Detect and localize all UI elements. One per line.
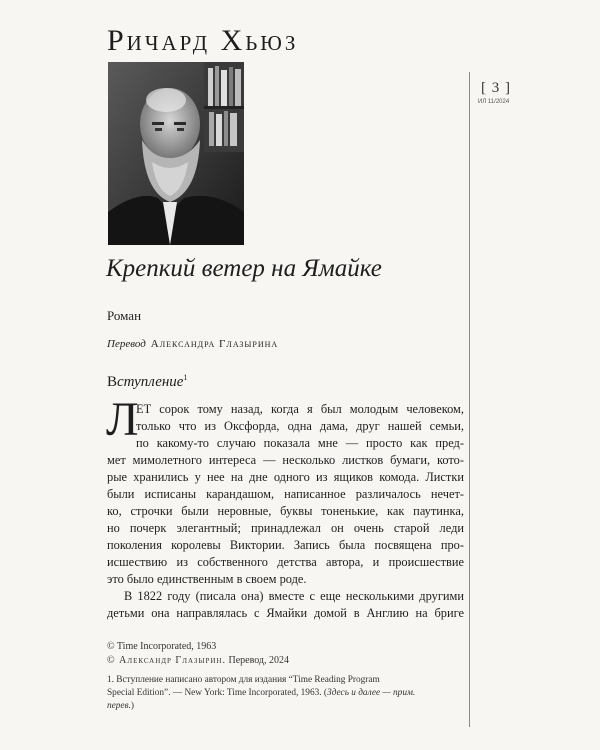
footnote-line: [107, 700, 134, 712]
body-line: В 1822 году (писала она) вместе с еще несколькими другими: [124, 589, 464, 603]
body-line: детьми она направлялась с Ямайки домой в Англию на бриге: [107, 606, 464, 620]
body-line: но почерк элегантный; принадлежал он очень старой леди: [107, 521, 464, 535]
margin-rule: [469, 72, 470, 727]
copyright-translator-name: © Александр Глазырин.: [107, 655, 226, 666]
body-line: это было единственным в своем роде.: [107, 572, 307, 586]
copyright-translation: [107, 655, 289, 666]
novel-title: Крепкий ветер на Ямайке: [106, 255, 382, 282]
translator-credit: [107, 338, 278, 350]
body-line: были исписаны карандашом, написанное различалось нечет-: [107, 487, 464, 501]
body-line: по какому-то случаю показала мне — просто как пред-: [136, 436, 464, 450]
issue-label: ИЛ 11/2024: [478, 99, 510, 105]
footnote-note-italic: Здесь и далее — прим.: [327, 688, 416, 698]
author-photo: [108, 62, 244, 245]
footnote-ref: 1: [183, 373, 188, 382]
copyright-translation-year: Перевод, 2024: [225, 655, 290, 666]
genre-label: Роман: [107, 308, 142, 323]
footnote-note-italic-end: перев.: [107, 701, 131, 711]
body-line: ко, строчки были неровные, буквы тоненькие, как паутинка,: [107, 504, 464, 518]
footnote-source: Special Edition”. — New York: Time Incorporated, 1963. (: [107, 688, 328, 698]
footnote-line: [107, 687, 415, 699]
body-line: поколения королевы Виктории. Запись была посвящена про-: [107, 538, 464, 552]
body-line: мет мимолетного интереса — несколько листков бумаги, кото-: [107, 453, 464, 467]
translator-name: Александра Глазырина: [150, 338, 279, 350]
footnote-line: 1. Вступление написано автором для издания “Time Reading Program: [107, 675, 380, 685]
footnote-close: ): [130, 701, 135, 711]
page-number: [ 3 ]: [481, 80, 511, 96]
body-line: рые хранились у нее на дне одного из ящиков комода. Листки: [107, 470, 464, 484]
translator-label: Перевод: [107, 338, 146, 350]
section-title: ступление: [117, 374, 184, 390]
drop-cap: Л: [106, 393, 139, 446]
body-line: исшествию из собственного детства автора, и происшествие: [107, 555, 464, 569]
body-line: только что из Оксфорда, одна дама, друг нашей семьи,: [136, 419, 464, 433]
author-name: Ричард Хьюз: [107, 24, 299, 57]
section-first-letter: В: [107, 374, 118, 390]
section-heading: [107, 373, 187, 391]
copyright-original: © Time Incorporated, 1963: [107, 641, 217, 652]
body-line: ЕТ сорок тому назад, когда я был молодым человеком,: [136, 402, 464, 416]
